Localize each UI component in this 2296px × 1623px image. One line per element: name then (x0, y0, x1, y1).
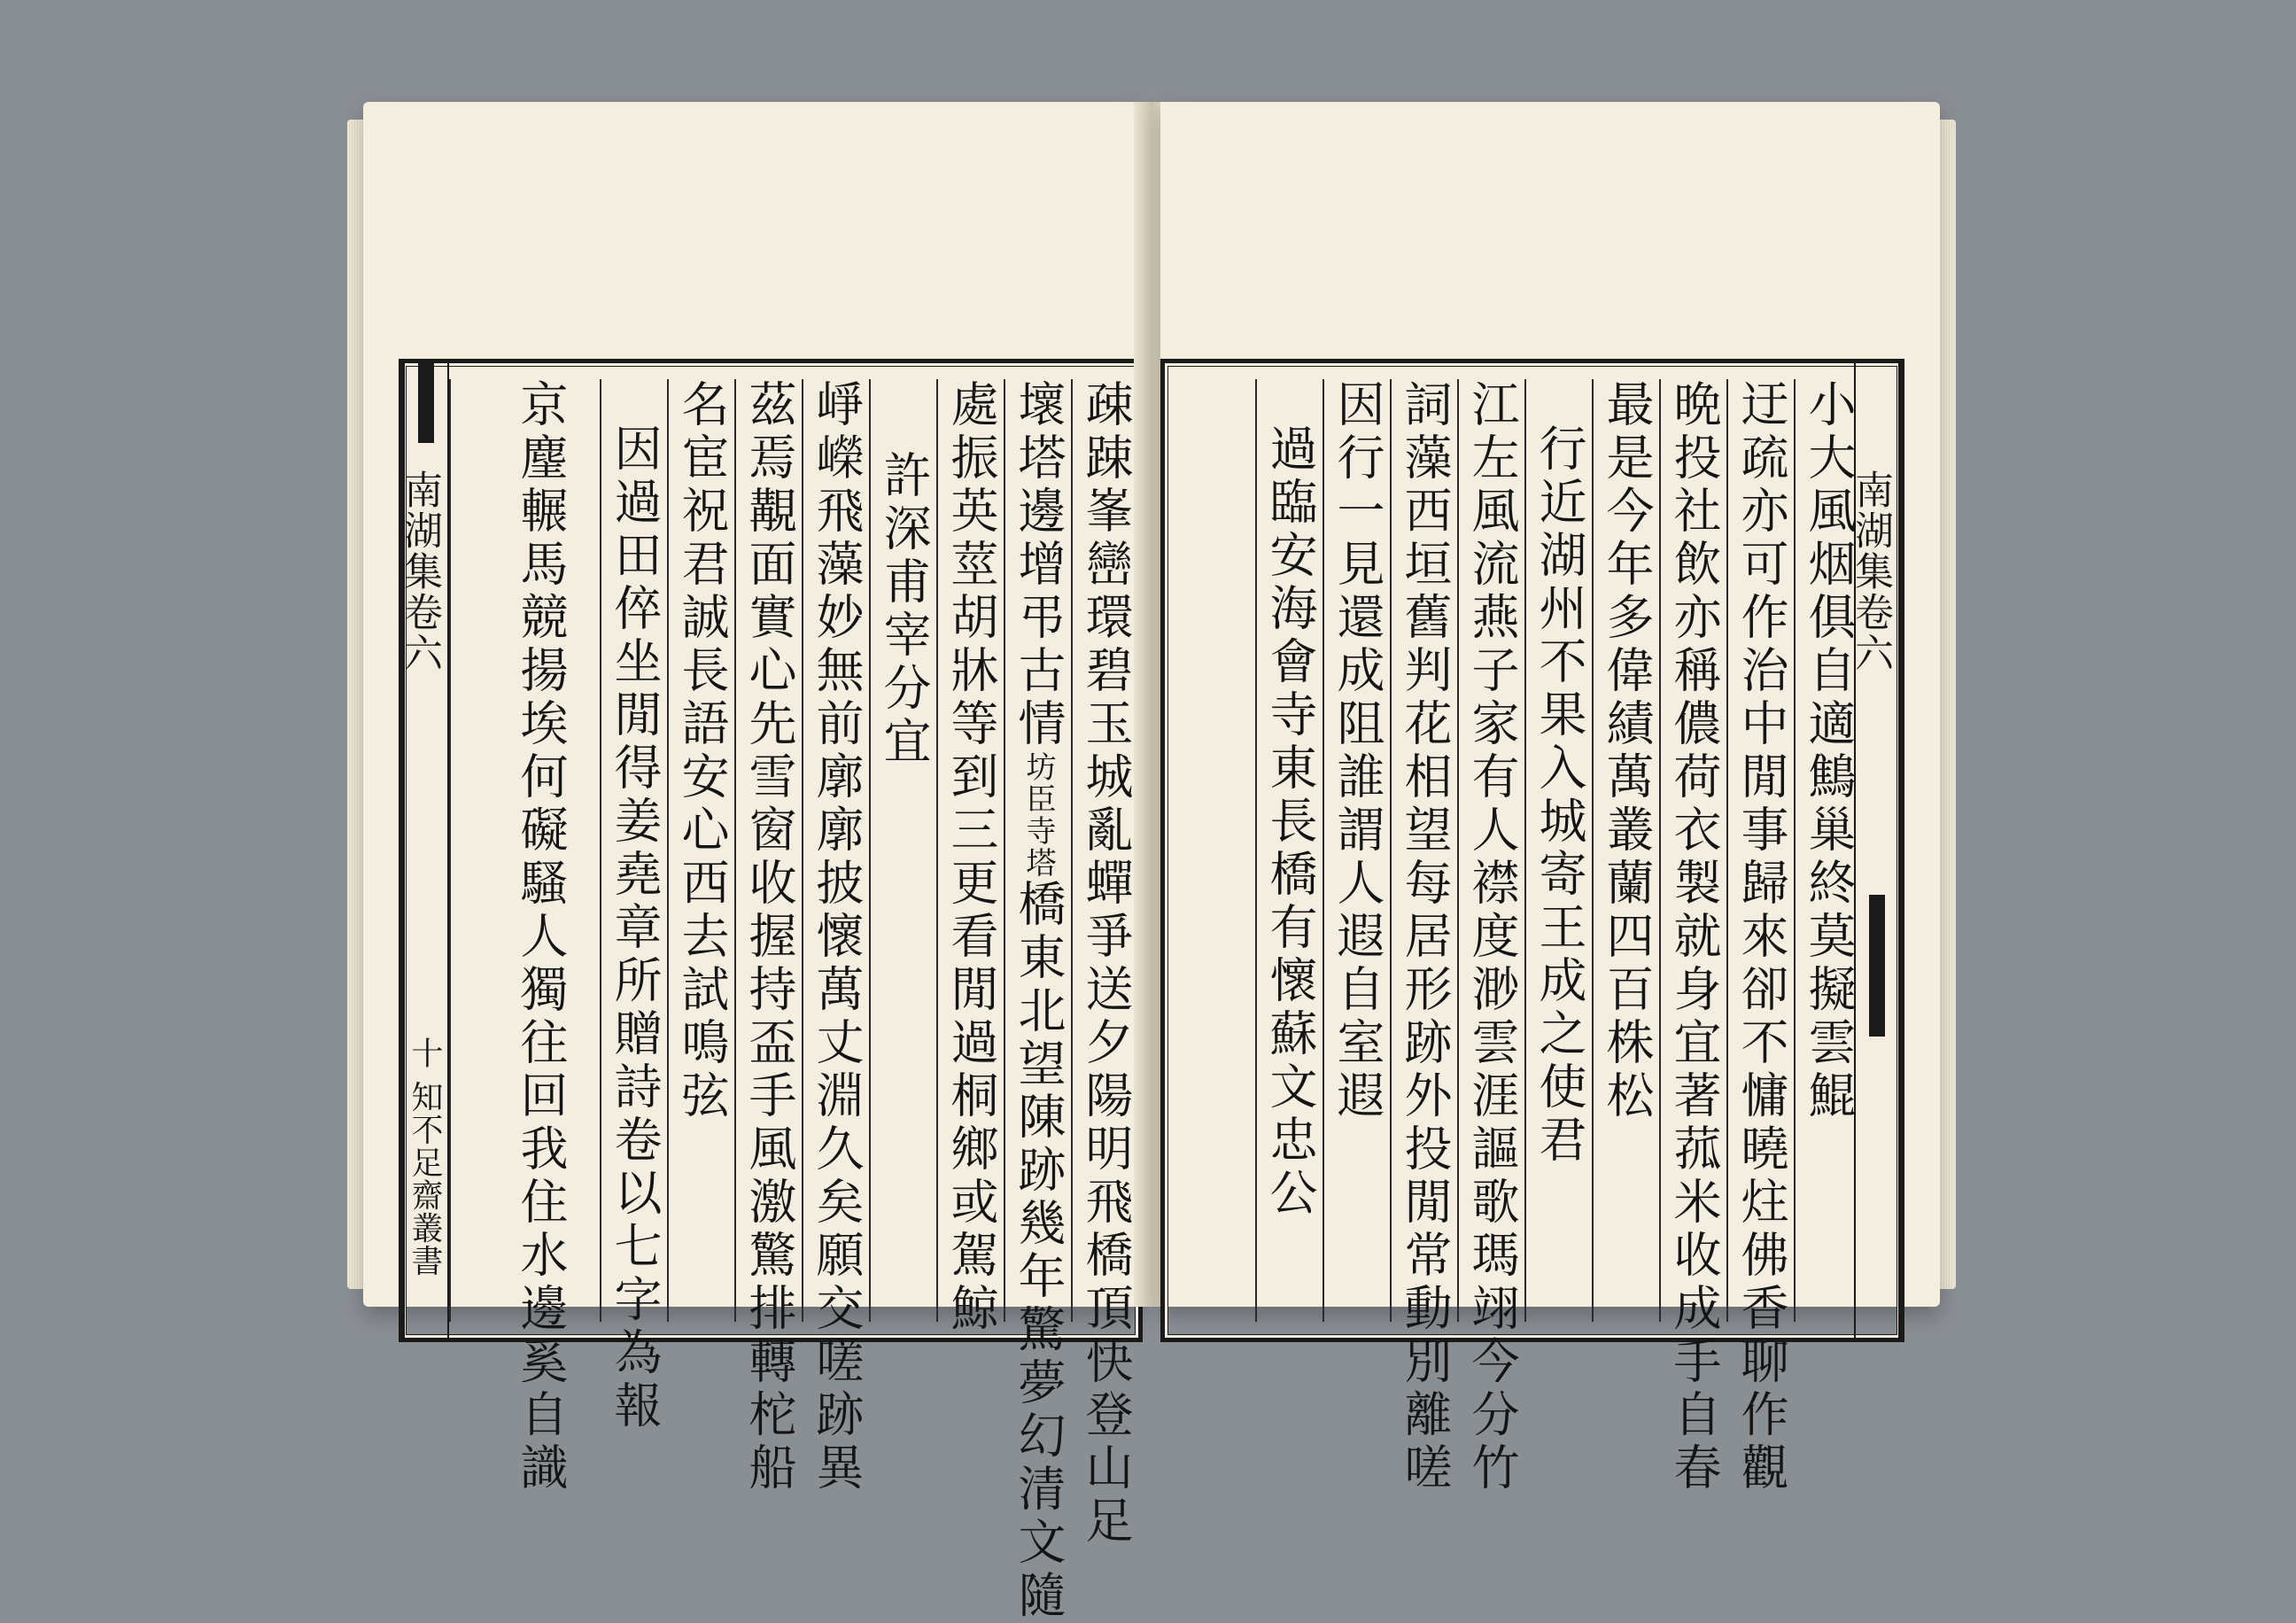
right-page (1160, 102, 1940, 1495)
left-column-6: 茲焉覯面實心先雪窗收握持盃手風激驚排轉柁船 (734, 379, 802, 1322)
left-margin-foot: 十 知不足齋叢書 (407, 1037, 443, 1277)
left-column-9: 京麈輾馬競揚埃何礙騷人獨往回我住水邊奚自識 (449, 379, 600, 1322)
right-column-5: 行近湖州不果入城寄王成之使君 (1524, 379, 1592, 1322)
left-text-frame (397, 359, 1143, 1623)
left-column-1: 疎踈峯巒環碧玉城亂蟬爭送夕陽明飛橋頂快登山足 (1071, 379, 1138, 1322)
right-column-1: 小大風烟俱自適鷦巢終莫擬雲鯤 (1794, 379, 1861, 1322)
left-page (363, 102, 1143, 1623)
left-fold-margin (397, 363, 449, 1338)
right-column-empty (1165, 379, 1255, 1322)
open-book (337, 84, 1966, 1623)
right-margin-title: 南湖集卷六 (1848, 470, 1893, 673)
left-column-8: 因過田倅坐閒得姜堯章所贈詩卷以七字為報 (600, 379, 667, 1322)
right-column-3: 晩投社飲亦稱儂荷衣製就身宜著菰米收成手自春 (1659, 379, 1726, 1322)
right-column-6: 江左風流燕子家有人襟度渺雲涯謳歌瑪翊今分竹 (1457, 379, 1524, 1322)
left-margin-title: 南湖集卷六 (397, 470, 442, 673)
right-column-7: 詞藻西垣舊判花相望每居形跡外投閒常動別離嗟 (1390, 379, 1457, 1322)
right-column-8: 因行一見還成阻誰謂人遐自室遐 (1323, 379, 1390, 1322)
right-column-4: 最是今年多偉績萬叢蘭四百株松 (1592, 379, 1659, 1322)
left-column-4: 許深甫宰分宜 (869, 379, 936, 1322)
left-column-2: 壞塔邊增弔古情坊臣寺塔橋東北望陳跡幾年驚夢幻清文隨 (1004, 379, 1071, 1322)
left-column-3: 處振英莖胡牀等到三更看閒過桐鄉或駕鯨 (936, 379, 1004, 1322)
fold-mark-bottom (1869, 895, 1885, 1037)
inline-note: 坊臣寺塔 (1020, 751, 1056, 879)
right-text-frame (1160, 359, 1904, 1495)
right-column-9: 過臨安海會寺東長橋有懷蘇文忠公 (1255, 379, 1323, 1322)
left-column-7: 名宦祝君誠長語安心西去試鳴弦 (667, 379, 734, 1322)
fold-mark-top (418, 363, 434, 443)
left-column-5: 崢嶸飛藻妙無前廓廓披懷萬丈淵久矣願交嗟跡異 (802, 379, 869, 1322)
right-column-2: 迂疏亦可作治中閒事歸來卻不慵曉炷佛香聊作觀 (1726, 379, 1794, 1322)
